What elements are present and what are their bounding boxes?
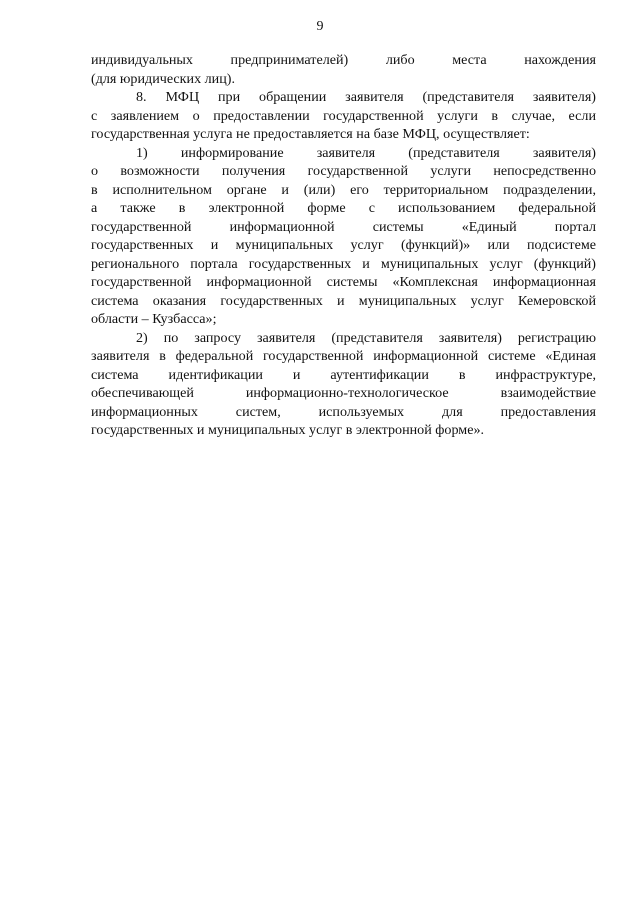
text-line: обеспечивающей информационно-технологическое взаимодействие xyxy=(91,385,596,401)
text-line: государственных и муниципальных услуг (функций)» или подсистеме xyxy=(91,237,596,253)
text-line: государственная услуга не предоставляется на базе МФЦ, осуществляет: xyxy=(91,126,530,142)
text-line: государственной информационной системы «Комплексная информационная xyxy=(91,274,596,290)
text-line: государственной информационной системы «Единый портал xyxy=(91,218,596,235)
text-line: о возможности получения государственной услуги непосредственно xyxy=(91,163,596,179)
text-line: области – Кузбасса»; xyxy=(91,311,217,327)
text-line: 2) по запросу заявителя (представителя заявителя) регистрацию xyxy=(136,329,596,346)
text-line: с заявлением о предоставлении государственной услуги в случае, если xyxy=(91,107,596,124)
text-line: система идентификации и аутентификации в инфраструктуре, xyxy=(91,366,596,383)
page-number: 9 xyxy=(316,19,324,34)
text-line: 1) информирование заявителя (представителя заявителя) xyxy=(136,144,596,161)
document-body xyxy=(91,51,596,440)
text-line: государственных и муниципальных услуг в электронной форме». xyxy=(91,422,485,438)
text-line: информационных систем, используемых для предоставления xyxy=(91,403,596,420)
text-line: 8. МФЦ при обращении заявителя (представителя заявителя) xyxy=(136,89,596,105)
text-line: а также в электронной форме с использованием федеральной xyxy=(91,200,596,216)
text-line: индивидуальных предпринимателей) либо места нахождения xyxy=(91,52,596,68)
text-line: (для юридических лиц). xyxy=(91,70,235,87)
text-line: система оказания государственных и муниципальных услуг Кемеровской xyxy=(91,292,596,309)
text-line: в исполнительном органе и (или) его территориальном подразделении, xyxy=(91,181,596,198)
text-line: регионального портала государственных и муниципальных услуг (функций) xyxy=(91,255,596,272)
text-line: заявителя в федеральной государственной информационной системе «Единая xyxy=(91,348,596,364)
